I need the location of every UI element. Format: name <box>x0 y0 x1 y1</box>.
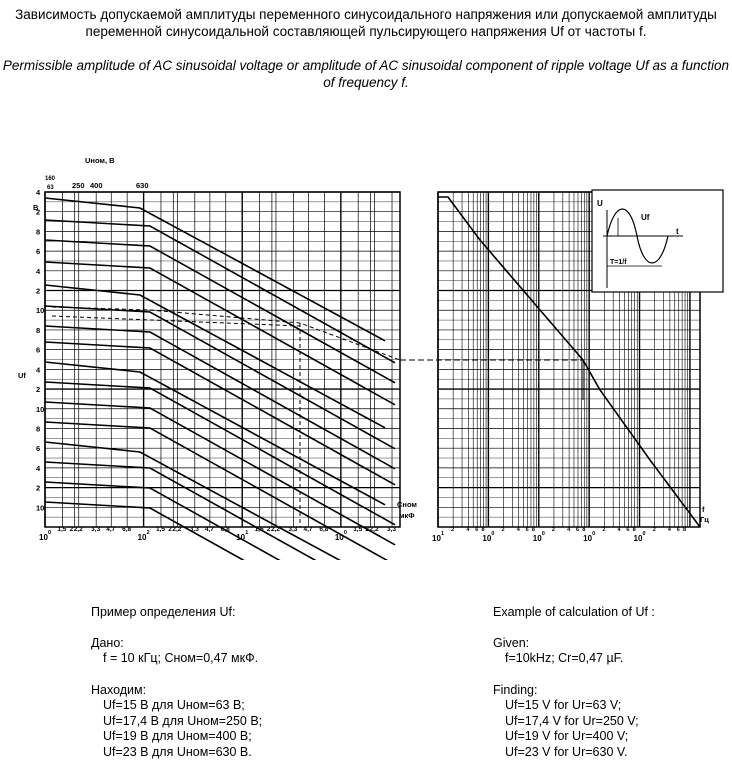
y-axis-label: Uf <box>18 371 26 380</box>
freq-sub-label: 2 <box>602 527 606 533</box>
example-ru <box>91 605 391 760</box>
example-ru-line-4: Uf=23 В для Uном=630 В. <box>103 744 252 759</box>
x-sub-label: 2,2 <box>369 526 379 533</box>
x-sub-label: 4,7 <box>204 526 214 533</box>
title-english: Permissible amplitude of AC sinusoidal voltage or amplitude of AC sinusoidal component of ripple voltage Uf as a function of frequency f. <box>2 58 730 90</box>
rated-160: 160 <box>45 176 56 182</box>
capacitance-curve <box>45 240 395 383</box>
y-tick-label: 6 <box>36 444 41 454</box>
example-ru-line-2: Uf=17,4 В для Uном=250 В; <box>103 713 263 728</box>
freq-unit: Гц <box>700 515 709 524</box>
example-en <box>493 605 723 760</box>
x-axis-label: Сном <box>397 500 417 509</box>
x-sub-label: 1,5 <box>57 526 67 533</box>
freq-sub-label: 8 <box>481 527 485 533</box>
freq-sub-label: 4 <box>466 527 470 533</box>
freq-sub-label: 6 <box>475 527 479 533</box>
inset-uf-label: Uf <box>641 213 650 222</box>
example-en-line-4: Uf=23 V for Ur=630 V. <box>505 744 628 759</box>
x-unit: мкФ <box>399 511 415 520</box>
freq-sub-label: 2 <box>652 527 656 533</box>
y-tick-label: 2 <box>36 483 41 493</box>
freq-decade-label: 10 <box>633 534 643 543</box>
y-tick-label: 8 <box>36 325 41 335</box>
freq-decade-label: 10 <box>583 534 593 543</box>
rated-250: 250 <box>72 181 85 190</box>
x-sub-label: 3,3 <box>288 526 298 533</box>
freq-sub-label: 6 <box>525 527 529 533</box>
freq-sub-label: 4 <box>667 527 671 533</box>
y-tick-label: 10 <box>36 404 45 414</box>
freq-sub-label: 8 <box>531 527 535 533</box>
capacitance-curve <box>45 462 395 560</box>
y-tick-label: 4 <box>36 463 41 473</box>
y-unit: В <box>33 203 39 212</box>
x-decade-exponent: 1 <box>245 530 249 536</box>
freq-sub-label: 4 <box>567 527 571 533</box>
x-decade-exponent: 0 <box>48 530 52 536</box>
left-panel-curves <box>45 198 586 560</box>
x-sub-label: 6,8 <box>122 526 132 533</box>
freq-sub-label: 4 <box>617 527 621 533</box>
freq-sub-label: 6 <box>676 527 680 533</box>
x-decade-label: 10 <box>334 533 344 542</box>
example-ru-line-1: Uf=15 В для Uном=63 В; <box>103 698 245 712</box>
y-tick-label: 8 <box>36 424 41 434</box>
example-en-line-3: Uf=19 V for Ur=400 V; <box>505 729 629 743</box>
example-ru-given-label: Дано: <box>91 635 124 650</box>
example-en-line-2: Uf=17,4 V for Ur=250 V; <box>505 713 639 728</box>
x-sub-label: 1,5 <box>155 526 166 533</box>
y-tick-label: 4 <box>36 365 41 375</box>
capacitance-curve <box>45 382 395 525</box>
example-ru-given: f = 10 кГц; Сном=0,47 мкФ. <box>103 651 259 665</box>
x-decade-label: 10 <box>236 533 246 542</box>
x-sub-label: 3,3 <box>189 526 199 533</box>
y-tick-label: 2 <box>36 286 41 296</box>
x-sub-label: 1,5 <box>353 526 363 533</box>
freq-decade-exponent: 0 <box>491 531 495 537</box>
rated-63: 63 <box>47 185 54 191</box>
x-sub-label: 2,2 <box>172 526 182 533</box>
x-sub-label: 3,3 <box>91 526 101 533</box>
freq-sub-label: 8 <box>632 527 636 533</box>
rated-voltage-label: Uном, В <box>85 156 115 165</box>
freq-sub-label: 6 <box>626 527 630 533</box>
x-decade-label: 10 <box>137 533 147 542</box>
example-ru-finding-label: Находим: <box>91 682 147 697</box>
freq-label: f <box>702 505 705 514</box>
inset-u-label: U <box>597 199 603 208</box>
title-russian: Зависимость допускаемой амплитуды переменного синусоидального напряжения или допускаемой амплитуды переменной синусоидальной составляющей пульсирующего напряжения Uf от частоты f. <box>15 7 717 39</box>
y-tick-label: 2 <box>36 207 41 217</box>
x-sub-label: 2 <box>266 526 271 533</box>
y-tick-label: 10 <box>36 306 45 316</box>
x-decade-exponent: 0 <box>343 530 347 536</box>
inset-frame <box>592 190 723 292</box>
inset-period-label: T=1/f <box>610 259 627 266</box>
y-tick-label: 6 <box>36 345 41 355</box>
y-tick-label: 8 <box>36 227 41 237</box>
x-sub-label: 1,5 <box>254 526 264 533</box>
example-en-given-label: Given: <box>493 635 530 650</box>
x-sub-label: 2 <box>168 526 172 533</box>
x-sub-label: 4,7 <box>106 526 116 533</box>
freq-decade-exponent: 0 <box>592 531 596 537</box>
freq-sub-label: 2 <box>451 527 455 533</box>
x-sub-label: 2,2 <box>73 526 83 533</box>
x-sub-label: 6,8 <box>319 526 329 533</box>
capacitance-curve <box>45 402 395 545</box>
freq-sub-label: 8 <box>582 527 586 533</box>
freq-sub-label: 2 <box>551 527 555 533</box>
x-sub-label: 4,7 <box>303 526 313 533</box>
capacitance-curve <box>45 342 395 485</box>
example-en-line-1: Uf=15 V for Ur=63 V; <box>505 698 622 712</box>
example-ru-line-3: Uf=19 В для Uном=400 В; <box>103 729 252 743</box>
freq-sub-label: 6 <box>575 527 580 533</box>
example-en-heading: Example of calculation of Uf : <box>493 605 655 619</box>
capacitance-curve <box>45 482 395 560</box>
example-en-finding-label: Finding: <box>493 682 538 697</box>
rated-400: 400 <box>90 181 103 190</box>
x-sub-label: 2 <box>365 526 370 533</box>
y-tick-label: 2 <box>36 385 41 395</box>
x-sub-label: 2,2 <box>270 526 280 533</box>
x-decade-label: 10 <box>39 533 48 542</box>
y-tick-label: 4 <box>36 266 41 276</box>
y-tick-label: 4 <box>36 188 41 197</box>
y-tick-label: 6 <box>36 247 41 257</box>
x-sub-label: 3,3 <box>387 526 397 533</box>
rated-630: 630 <box>136 181 149 190</box>
x-sub-label: 2 <box>69 526 74 533</box>
freq-sub-label: 2 <box>501 527 505 533</box>
freq-decade-label: 10 <box>532 534 542 543</box>
example-path-2 <box>52 316 300 326</box>
x-decade-exponent: 2 <box>146 530 150 536</box>
freq-decade-exponent: 0 <box>642 531 646 537</box>
inset-t-label: t <box>676 227 679 236</box>
waveform-inset <box>592 190 723 292</box>
freq-sub-label: 4 <box>516 527 520 533</box>
freq-decade-label: 10 <box>482 534 492 543</box>
y-tick-label: 10 <box>36 503 45 513</box>
example-en-given: f=10kHz; Cr=0,47 µF. <box>505 651 624 665</box>
example-ru-heading: Пример определения Uf: <box>91 605 236 619</box>
freq-sub-label: 8 <box>683 527 687 533</box>
freq-decade-exponent: 1 <box>441 531 445 537</box>
x-sub-label: 6,8 <box>220 526 230 533</box>
freq-decade-exponent: 0 <box>541 531 545 537</box>
freq-decade-label: 10 <box>432 534 441 543</box>
